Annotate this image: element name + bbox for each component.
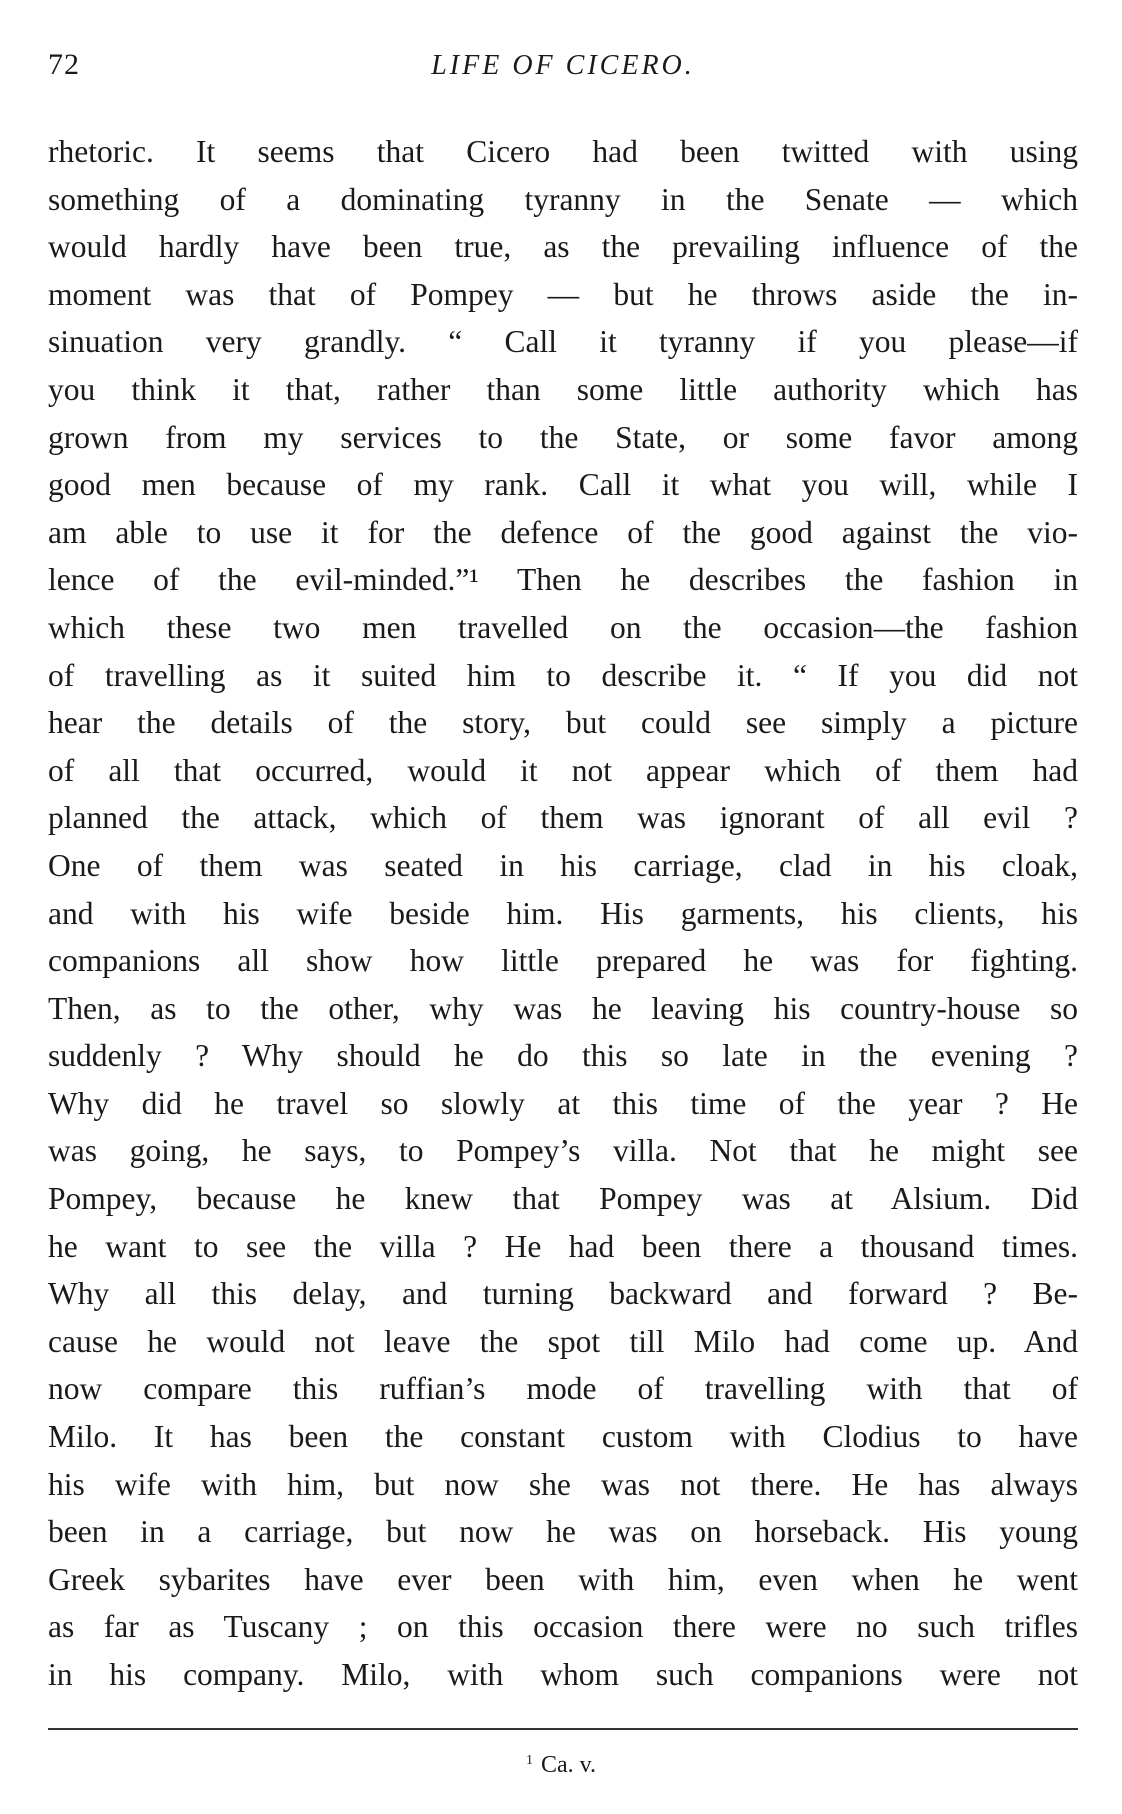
text-line: Milo. It has been the constant custom with Clodius to have bbox=[48, 1419, 1078, 1455]
footnote-marker: 1 bbox=[525, 1753, 533, 1768]
text-line: he want to see the villa ? He had been there a thousand times. bbox=[48, 1228, 1078, 1264]
text-line: his wife with him, but now she was not there. He has always bbox=[48, 1466, 1078, 1502]
text-line: am able to use it for the defence of the good against the vio- bbox=[48, 514, 1078, 550]
text-line: planned the attack, which of them was ignorant of all evil ? bbox=[48, 800, 1078, 836]
text-line: good men because of my rank. Call it what you will, while I bbox=[48, 467, 1078, 503]
text-line: as far as Tuscany ; on this occasion there were no such trifles bbox=[48, 1609, 1078, 1645]
text-line: would hardly have been true, as the prevailing influence of the bbox=[48, 229, 1078, 265]
text-line: now compare this ruffian’s mode of travelling with that of bbox=[48, 1371, 1078, 1407]
text-line: One of them was seated in his carriage, clad in his cloak, bbox=[48, 847, 1078, 883]
page-header bbox=[48, 48, 1078, 98]
text-line: Greek sybarites have ever been with him, even when he went bbox=[48, 1561, 1078, 1597]
footnote bbox=[0, 1752, 1122, 1779]
text-line: in his company. Milo, with whom such companions were not bbox=[48, 1657, 1078, 1692]
text-line: grown from my services to the State, or some favor among bbox=[48, 419, 1078, 455]
text-line: something of a dominating tyranny in the Senate — which bbox=[48, 181, 1078, 217]
text-line: Then, as to the other, why was he leaving his country-house so bbox=[48, 990, 1078, 1026]
text-line: hear the details of the story, but could see simply a picture bbox=[48, 705, 1078, 741]
footnote-divider bbox=[48, 1728, 1078, 1730]
text-line: of travelling as it suited him to describe it. “ If you did not bbox=[48, 657, 1078, 693]
text-line: cause he would not leave the spot till Milo had come up. And bbox=[48, 1323, 1078, 1359]
footnote-text: Ca. v. bbox=[540, 1752, 597, 1778]
text-line: sinuation very grandly. “ Call it tyranny if you please—if bbox=[48, 324, 1078, 360]
text-line: and with his wife beside him. His garments, his clients, his bbox=[48, 895, 1078, 931]
text-line: been in a carriage, but now he was on horseback. His young bbox=[48, 1514, 1078, 1550]
text-line: of all that occurred, would it not appear which of them had bbox=[48, 752, 1078, 788]
text-line: you think it that, rather than some little authority which has bbox=[48, 371, 1078, 407]
running-title: LIFE OF CICERO. bbox=[431, 50, 695, 81]
page-number: 72 bbox=[48, 48, 80, 81]
text-line: which these two men travelled on the occasion—the fashion bbox=[48, 609, 1078, 645]
text-line: suddenly ? Why should he do this so late in the evening ? bbox=[48, 1038, 1078, 1074]
text-line: Why all this delay, and turning backward and forward ? Be- bbox=[48, 1276, 1078, 1312]
text-line: was going, he says, to Pompey’s villa. Not that he might see bbox=[48, 1133, 1078, 1169]
text-line: Why did he travel so slowly at this time of the year ? He bbox=[48, 1085, 1078, 1121]
text-line: rhetoric. It seems that Cicero had been twitted with using bbox=[48, 134, 1078, 169]
text-line: companions all show how little prepared he was for fighting. bbox=[48, 943, 1078, 979]
text-line: lence of the evil-minded.”¹ Then he describes the fashion in bbox=[48, 562, 1078, 598]
text-line: moment was that of Pompey — but he throws aside the in- bbox=[48, 276, 1078, 312]
text-line: Pompey, because he knew that Pompey was at Alsium. Did bbox=[48, 1181, 1078, 1217]
body-text bbox=[48, 128, 1078, 1699]
